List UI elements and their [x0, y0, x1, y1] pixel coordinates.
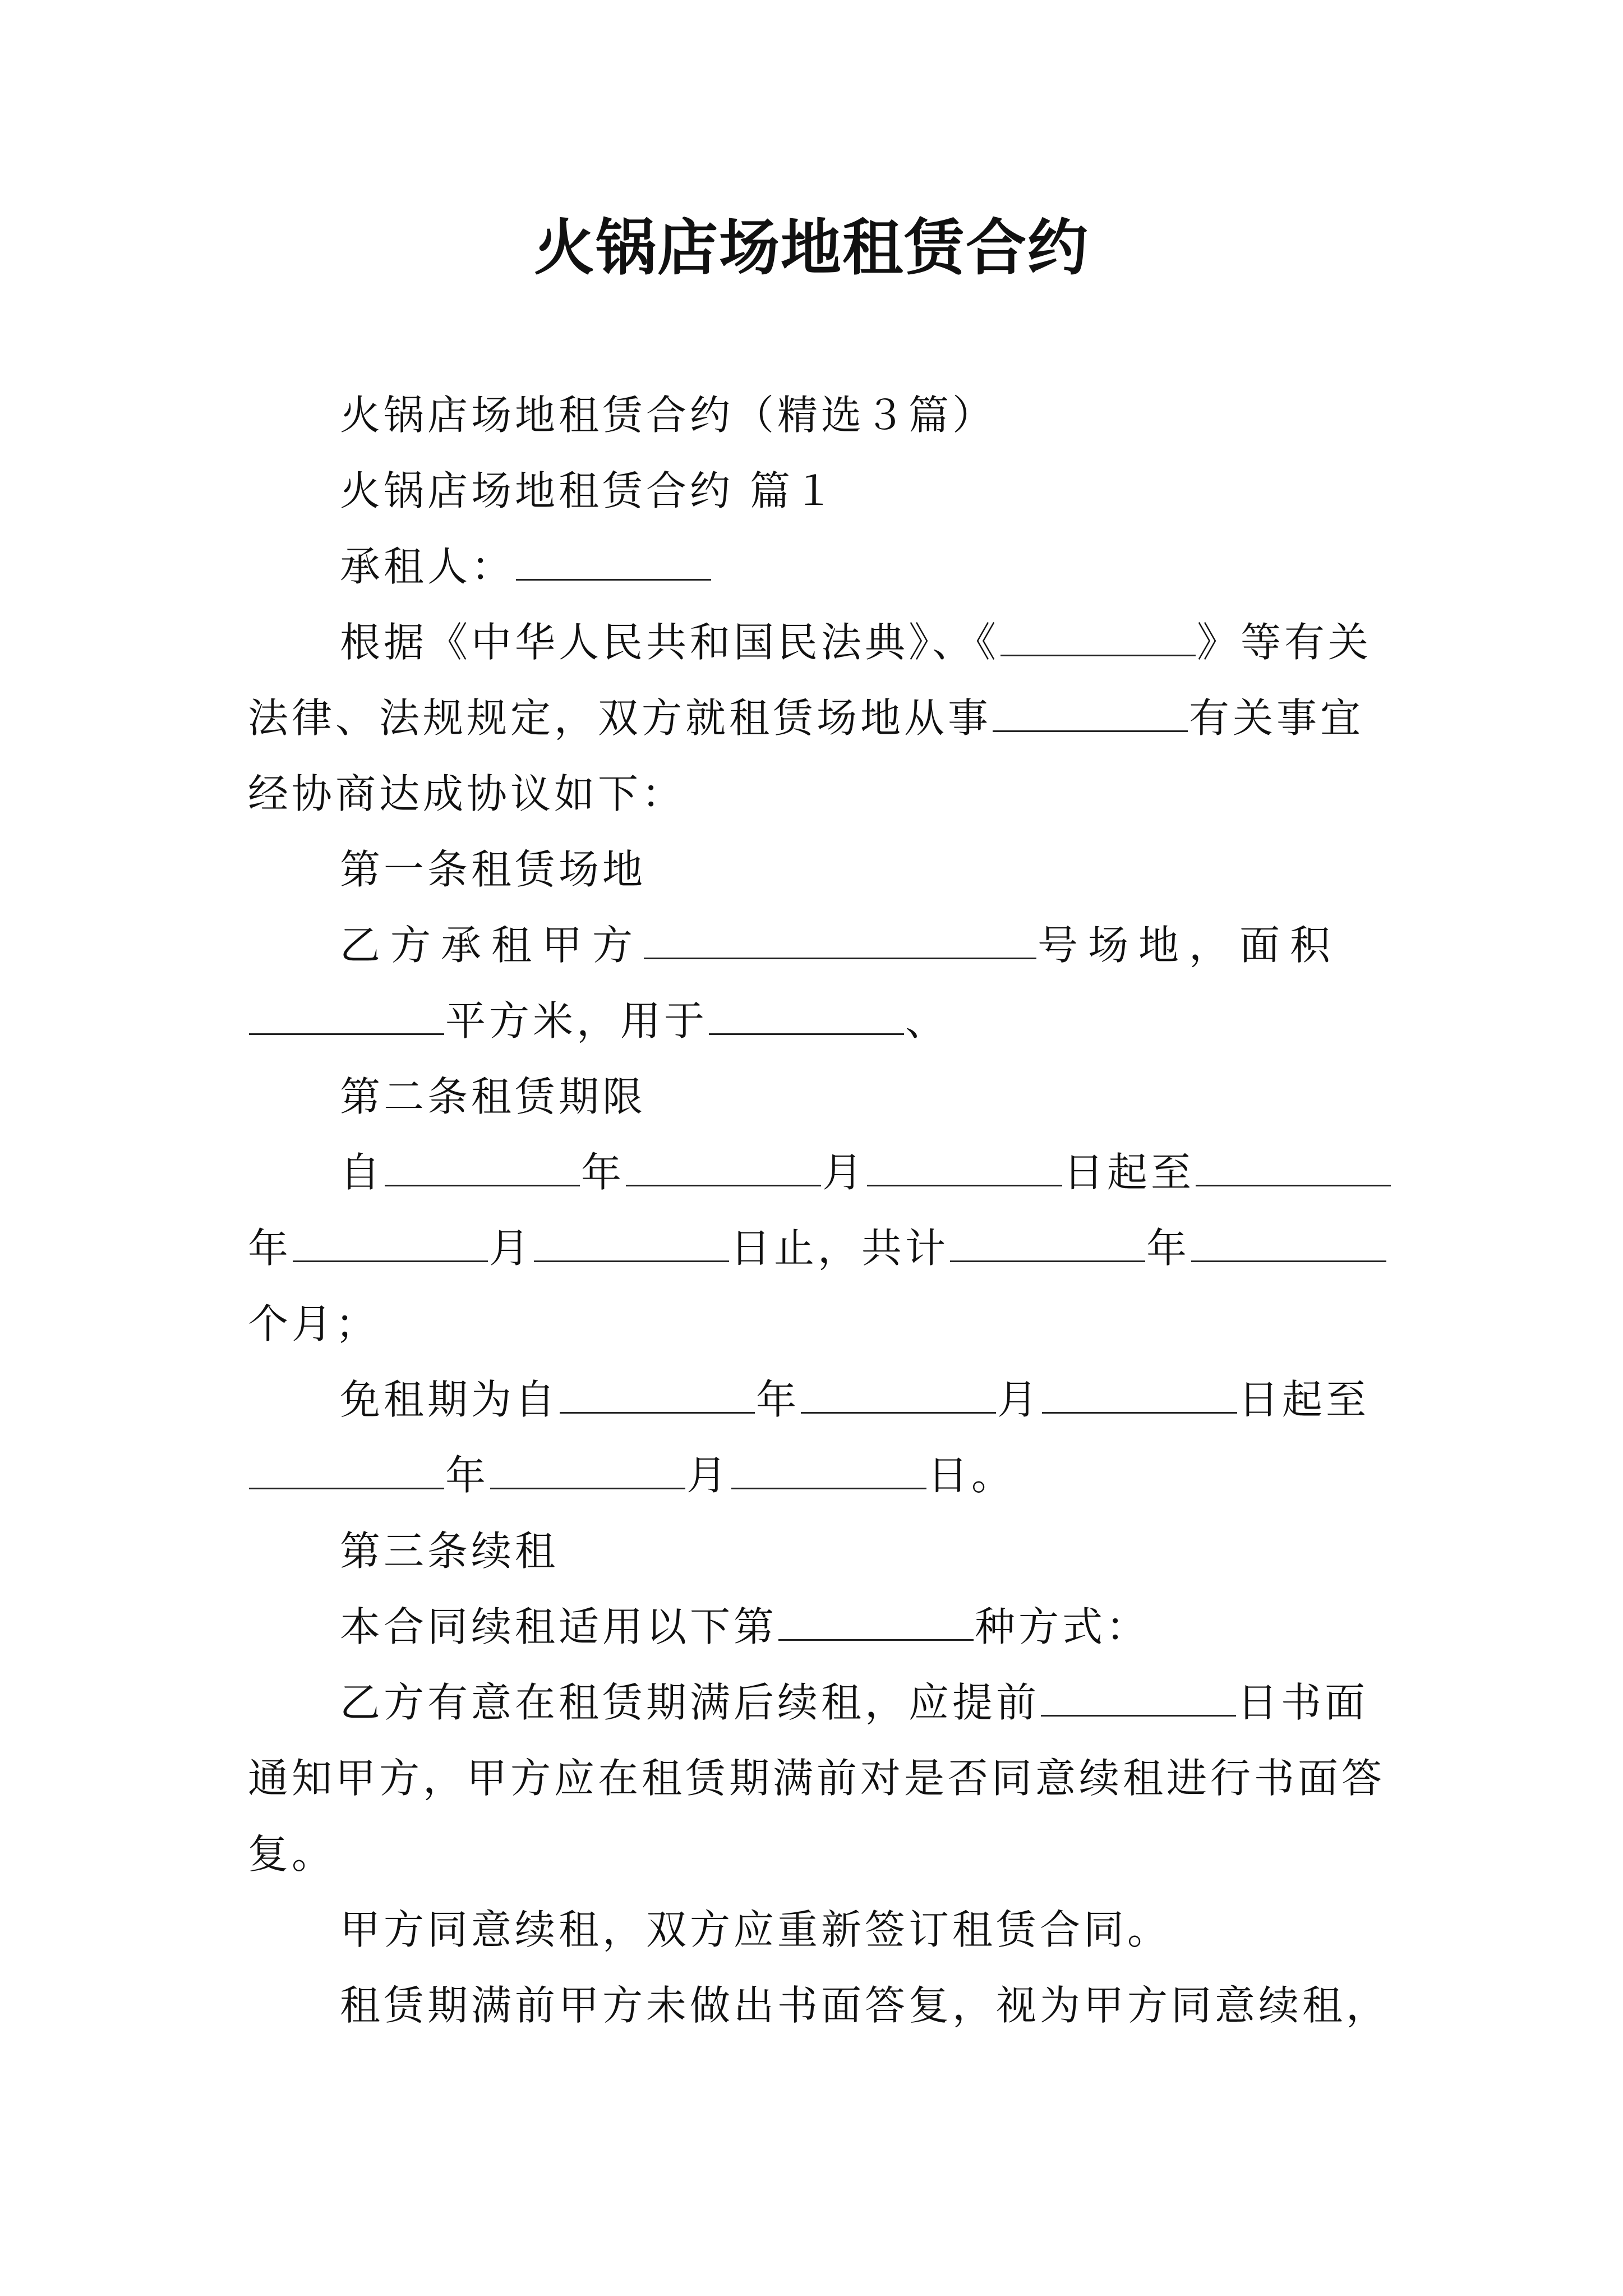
line-text: 第三条续租 — [340, 1527, 559, 1575]
paragraph-line — [248, 1674, 1478, 1731]
fill-blank[interactable] — [993, 728, 1188, 732]
line-text: 月 — [997, 1376, 1041, 1423]
line-text: 乙方承租甲方 — [340, 922, 643, 969]
line-text: 火锅店场地租赁合约 篇１ — [340, 467, 837, 514]
line-text: 个月； — [248, 1300, 380, 1347]
line-text: 第二条租赁期限 — [340, 1073, 647, 1120]
paragraph-line — [248, 1144, 1478, 1200]
line-text: 承租人： — [340, 543, 515, 590]
line-text: 年 — [248, 1225, 292, 1272]
line-text: 法律、法规规定，双方就租赁场地从事 — [248, 694, 992, 742]
line-text: 年 — [1146, 1225, 1191, 1272]
line-text: 月 — [822, 1149, 866, 1196]
line-text: 日书面 — [1237, 1679, 1369, 1726]
line-text: 根据《中华人民共和国民法典》、《 — [340, 619, 1000, 666]
line-text: 免租期为自 — [340, 1376, 559, 1423]
paragraph-line — [248, 1977, 1478, 2033]
line-text: 乙方有意在租赁期满后续租，应提前 — [340, 1679, 1040, 1726]
section-heading — [248, 463, 1478, 519]
line-text: 日起至 — [1238, 1376, 1370, 1423]
fill-blank[interactable] — [534, 1258, 729, 1262]
line-text: 》等有关 — [1197, 619, 1372, 666]
line-text: 租赁期满前甲方未做出书面答复，视为甲方同意续租， — [340, 1982, 1390, 2029]
paragraph-line — [248, 766, 1386, 822]
article-heading — [248, 1523, 1478, 1579]
line-text: 日。 — [928, 1452, 1016, 1499]
fill-blank[interactable] — [644, 955, 1036, 959]
paragraph-line — [248, 1902, 1478, 1958]
fill-blank[interactable] — [1196, 1182, 1391, 1186]
paragraph-line — [248, 1750, 1386, 1806]
fill-blank[interactable] — [709, 1031, 904, 1035]
line-text: 年 — [581, 1149, 625, 1196]
line-text: 有关事宜 — [1189, 694, 1364, 742]
paragraph-line — [248, 1447, 1386, 1503]
paragraph-line — [248, 993, 1386, 1049]
line-text: 本合同续租适用以下第 — [340, 1603, 778, 1650]
fill-blank[interactable] — [490, 1485, 685, 1489]
paragraph-line — [248, 1296, 1386, 1352]
line-text: 日起至 — [1063, 1149, 1195, 1196]
fill-blank[interactable] — [1042, 1410, 1237, 1414]
line-text: 号场地，面积 — [1038, 922, 1341, 969]
fill-blank[interactable] — [950, 1258, 1145, 1262]
fill-blank[interactable] — [385, 1182, 580, 1186]
line-text: 月 — [686, 1452, 731, 1499]
paragraph-line — [248, 1599, 1478, 1655]
paragraph-line — [248, 1220, 1386, 1276]
fill-blank[interactable] — [1041, 1713, 1236, 1717]
line-text: 通知甲方，甲方应在租赁期满前对是否同意续租进行书面答 — [248, 1755, 1386, 1802]
line-text: 日止，共计 — [730, 1225, 949, 1272]
fill-blank[interactable] — [867, 1182, 1062, 1186]
subtitle-line — [248, 387, 1478, 443]
fill-blank[interactable] — [516, 577, 711, 581]
paragraph-line — [248, 614, 1478, 670]
paragraph-line — [248, 917, 1478, 973]
line-text: 经协商达成协议如下： — [248, 770, 686, 817]
lessee-line — [248, 539, 1478, 595]
paragraph-line — [248, 690, 1386, 746]
fill-blank[interactable] — [293, 1258, 488, 1262]
fill-blank[interactable] — [626, 1182, 821, 1186]
article-heading — [248, 841, 1478, 898]
line-text: 甲方同意续租，双方应重新签订租赁合同。 — [340, 1906, 1172, 1953]
fill-blank[interactable] — [801, 1410, 996, 1414]
fill-blank[interactable] — [778, 1637, 974, 1641]
line-text: 复。 — [248, 1830, 336, 1878]
fill-blank[interactable] — [1000, 652, 1196, 656]
fill-blank[interactable] — [560, 1410, 755, 1414]
fill-blank[interactable] — [249, 1485, 444, 1489]
document-title: 火锅店场地租赁合约 — [533, 213, 1089, 283]
fill-blank[interactable] — [731, 1485, 926, 1489]
paragraph-line — [248, 1372, 1478, 1428]
article-heading — [248, 1069, 1478, 1125]
line-text: 年 — [445, 1452, 490, 1499]
line-text: 月 — [489, 1225, 533, 1272]
line-text: 火锅店场地租赁合约（精选３篇） — [340, 392, 997, 439]
line-text: 自 — [340, 1149, 384, 1196]
line-text: 种方式： — [975, 1603, 1150, 1650]
line-text: 、 — [905, 997, 949, 1045]
line-text: 平方米，用于 — [445, 997, 708, 1045]
paragraph-line — [248, 1826, 1386, 1882]
line-text: 年 — [756, 1376, 800, 1423]
fill-blank[interactable] — [249, 1031, 444, 1035]
fill-blank[interactable] — [1191, 1258, 1386, 1262]
line-text: 第一条租赁场地 — [340, 846, 647, 893]
